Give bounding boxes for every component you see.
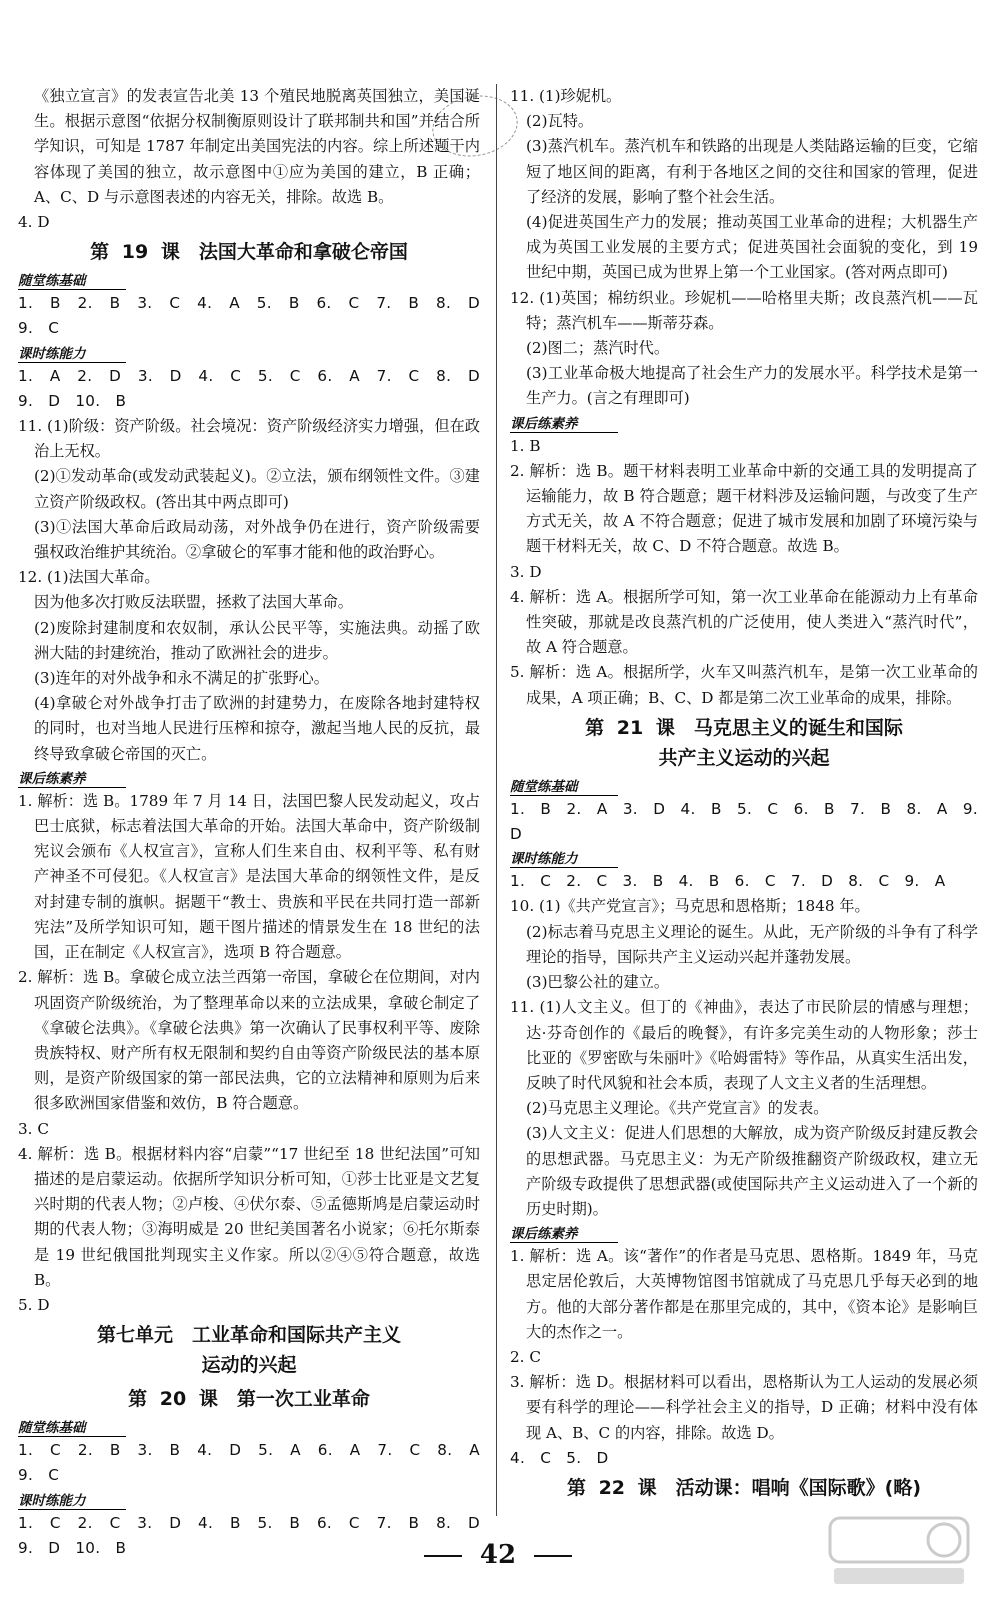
post-answer: 2. 解析：选 B。拿破仑成立法兰西第一帝国，拿破仑在位期间，对内巩固资产阶级统治，为了整理革命以来的立法成果，拿破仑制定了《拿破仑法典》。《拿破仑法典》第一次确认了民事权利平等、废除贵族特权、财产所有权无限制和契约自由等资产阶级民法的基本原则，是资产阶级国家的第一部民法典，它的立法精神和原则为后来很多欧洲国家借鉴和效仿，B 符合题意。 xyxy=(18,968,480,1113)
post-answer: 2. 解析：选 B。题干材料表明工业革命中新的交通工具的发明提高了运输能力，故 B 符合题意；题干材料涉及运输问题，与改变了生产方式无关，故 A 不符合题意；促进了城市发展和加剧了环境污染与题干材料无关，故 C、D 不符合题意。故选 B。 xyxy=(510,461,978,556)
answer-key: 1. B 2. B 3. C 4. A 5. B 6. C 7. B 8. D 9. C xyxy=(18,294,480,338)
question-11-part: (3)①法国大革命后政局动荡，对外战争仍在进行，资产阶级需要强权政治维护其统治。②拿破仑的军事才能和他的政治野心。 xyxy=(34,517,480,562)
watermark-logo xyxy=(824,1512,974,1590)
section-tag-basic: 随堂练基础 xyxy=(18,271,480,291)
post-answer: 1. B xyxy=(510,436,541,455)
question-12-part: (3)工业革命极大地提高了社会生产力的发展水平。科学技术是第一生产力。(言之有理即可) xyxy=(526,364,978,408)
section-tag-ability: 课时练能力 xyxy=(18,344,480,364)
question-11-part: (2)①发动革命(或发动武装起义)。②立法，颁布纲领性文件。③建立资产阶级政权。(答出其中两点即可) xyxy=(34,467,480,511)
post-answer: 5. 解析：选 A。根据所学，火车又叫蒸汽机车，是第一次工业革命的成果，A 项正确；B、C、D 都是第二次工业革命的成果，排除。 xyxy=(510,663,978,707)
question-12: 12. (1)英国；棉纺织业。珍妮机——哈格里夫斯；改良蒸汽机——瓦特；蒸汽机车——斯蒂芬森。 xyxy=(510,288,978,332)
section-tag-basic: 随堂练基础 xyxy=(510,777,978,797)
question-12-part: (2)废除封建制度和农奴制，承认公民平等，实施法典。动摇了欧洲大陆的封建统治，推动了欧洲社会的进步。 xyxy=(34,618,480,662)
section-tag-ability: 课时练能力 xyxy=(510,849,978,869)
question-10: 10. (1)《共产党宣言》；马克思和恩格斯；1848 年。 xyxy=(510,897,870,916)
question-11-part: (3)蒸汽机车。蒸汽机车和铁路的出现是人类陆路运输的巨变，它缩短了地区间的距离，有利于各地区之间的交往和国家的管理，促进了经济的发展，影响了整个社会生活。 xyxy=(526,137,978,206)
unit-7-title-cont: 运动的兴起 xyxy=(201,1354,297,1377)
section-tag-ability: 课时练能力 xyxy=(18,1491,480,1511)
section-tag-post: 课后练素养 xyxy=(18,769,480,789)
question-12: 12. (1)法国大革命。 xyxy=(18,568,160,587)
post-answer: 4. 解析：选 A。根据所学可知，第一次工业革命在能源动力上有革命性突破，那就是改良蒸汽机的广泛使用，使人类进入“蒸汽时代”，故 A 符合题意。 xyxy=(510,587,978,657)
question-11-part: (4)促进英国生产力的发展；推动英国工业革命的进程；大机器生产成为英国工业发展的主要方式；促进英国社会面貌的变化，到 19 世纪中期，英国已成为世界上第一个工业国家。(答对两点即可) xyxy=(526,213,978,282)
post-answer: 4. C 5. D xyxy=(510,1448,609,1467)
intro-paragraph: 《独立宣言》的发表宣告北美 13 个殖民地脱离英国独立，美国诞生。根据示意图“依据分权制衡原则设计了联邦制共和国”并结合所学知识，可知是 1787 年制定出美国宪法的内容。综上所述题干内容体现了美国的独立，故示意图中①应为美国的建立，B 正确；A、C、D 与示意图表述的内容无关，排除。故选 B。 xyxy=(34,87,480,206)
unit-7-title: 第七单元 工业革命和国际共产主义 xyxy=(96,1324,401,1347)
question-10-part: (3)巴黎公社的建立。 xyxy=(526,973,670,992)
left-column xyxy=(18,84,480,1561)
question-12-part: (3)连年的对外战争和永不满足的扩张野心。 xyxy=(34,669,329,688)
answer-key: 1. B 2. A 3. D 4. B 5. C 6. B 7. B 8. A 9. D xyxy=(510,799,978,844)
post-answer: 5. D xyxy=(18,1295,50,1314)
question-11: 11. (1)人文主义。但丁的《神曲》，表达了市民阶层的情感与理想；达·芬奇创作的《最后的晚餐》，有许多完美生动的人物形象；莎士比亚的《罗密欧与朱丽叶》《哈姆雷特》等作品，从真实生活出发，反映了时代风貌和社会本质，表现了人文主义者的生活理想。 xyxy=(510,998,978,1092)
post-answer: 4. 解析：选 B。根据材料内容“启蒙”“17 世纪至 18 世纪法国”可知描述的是启蒙运动。依据所学知识分析可知，①莎士比亚是文艺复兴时期的代表人物；②卢梭、④伏尔泰、⑤孟德斯鸠是启蒙运动时期的代表人物；③海明威是 20 世纪美国著名小说家；⑥托尔斯泰是 19 世纪俄国批判现实主义作家。所以②④⑤符合题意，故选 B。 xyxy=(18,1144,480,1289)
question-11: 11. (1)珍妮机。 xyxy=(510,87,622,105)
question-12-part: 因为他多次打败反法联盟，拯救了法国大革命。 xyxy=(34,593,353,612)
section-tag-basic: 随堂练基础 xyxy=(18,1418,480,1438)
question-11: 11. (1)阶级：资产阶级。社会境况：资产阶级经济实力增强，但在政治上无权。 xyxy=(18,417,480,461)
answer-key: 1. A 2. D 3. D 4. C 5. C 6. A 7. C 8. D 9. D 10. B xyxy=(18,366,480,410)
answer-key: 1. C 2. B 3. B 4. D 5. A 6. A 7. C 8. A 9. C xyxy=(18,1441,480,1485)
section-tag-post: 课后练素养 xyxy=(510,414,978,434)
lesson-21-title: 第 21 课 马克思主义的诞生和国际 xyxy=(585,716,903,739)
post-answer: 3. C xyxy=(18,1119,49,1138)
answer-key: 1. C 2. C 3. D 4. B 5. B 6. C 7. B 8. D 9. D 10. B xyxy=(18,1513,480,1557)
post-answer: 1. 解析：选 B。1789 年 7 月 14 日，法国巴黎人民发动起义，攻占巴士底狱，标志着法国大革命的开始。法国大革命中，资产阶级制宪议会颁布《人权宣言》，宣称人们生来自由、权利平等、私有财产神圣不可侵犯。《人权宣言》是法国大革命的纲领性文件，是反对封建专制的旗帜。据题干“教士、贵族和平民在共同打造一部新宪法”及所学知识可知，题干图片描述的情景发生在 18 世纪的法国，正在制定《人权宣言》，选项 B 符合题意。 xyxy=(18,791,480,962)
right-column xyxy=(510,84,978,1507)
question-11-part: (2)瓦特。 xyxy=(526,112,594,131)
question-11-part: (2)马克思主义理论。《共产党宣言》的发表。 xyxy=(526,1099,829,1118)
lesson-22-title: 第 22 课 活动课：唱响《国际歌》(略) xyxy=(566,1476,922,1499)
question-12-part: (4)拿破仑对外战争打击了欧洲的封建势力，在废除各地封建特权的同时，也对当地人民进行压榨和掠夺，激起当地人民的反抗，最终导致拿破仑帝国的灭亡。 xyxy=(34,694,480,763)
answer-key: 1. C 2. C 3. B 4. B 6. C 7. D 8. C 9. A xyxy=(510,872,946,891)
question-11-part: (3)人文主义：促进人们思想的大解放，成为资产阶级反封建反教会的思想武器。马克思主义：为无产阶级推翻资产阶级政权，建立无产阶级专政提供了思想武器(或使国际共产主义运动进入了一个新的历史时期)。 xyxy=(526,1124,978,1218)
lesson-20-title: 第 20 课 第一次工业革命 xyxy=(128,1388,370,1411)
post-answer: 3. 解析：选 D。根据材料可以看出，恩格斯认为工人运动的发展必须要有科学的理论——科学社会主义的指导，D 正确；材料中没有体现 A、B、C 的内容，排除。故选 D。 xyxy=(510,1373,978,1442)
question-12-part: (2)图二；蒸汽时代。 xyxy=(526,339,670,358)
post-answer: 3. D xyxy=(510,562,542,581)
column-divider xyxy=(496,84,497,1516)
post-answer: 2. C xyxy=(510,1347,541,1366)
answer-line: 4. D xyxy=(18,213,50,232)
post-answer: 1. 解析：选 A。该“著作”的作者是马克思、恩格斯。1849 年，马克思定居伦敦后，大英博物馆图书馆就成了马克思几乎每天必到的地方。他的大部分著作都是在那里完成的，其中，《资本论》是影响巨大的杰作之一。 xyxy=(510,1247,978,1341)
lesson-21-title-cont: 共产主义运动的兴起 xyxy=(658,746,830,769)
page-number: 42 xyxy=(0,1540,996,1570)
lesson-19-title: 第 19 课 法国大革命和拿破仑帝国 xyxy=(90,241,408,264)
section-tag-post: 课后练素养 xyxy=(510,1224,978,1244)
question-10-part: (2)标志着马克思主义理论的诞生。从此，无产阶级的斗争有了科学理论的指导，国际共产主义运动兴起并蓬勃发展。 xyxy=(526,922,978,966)
